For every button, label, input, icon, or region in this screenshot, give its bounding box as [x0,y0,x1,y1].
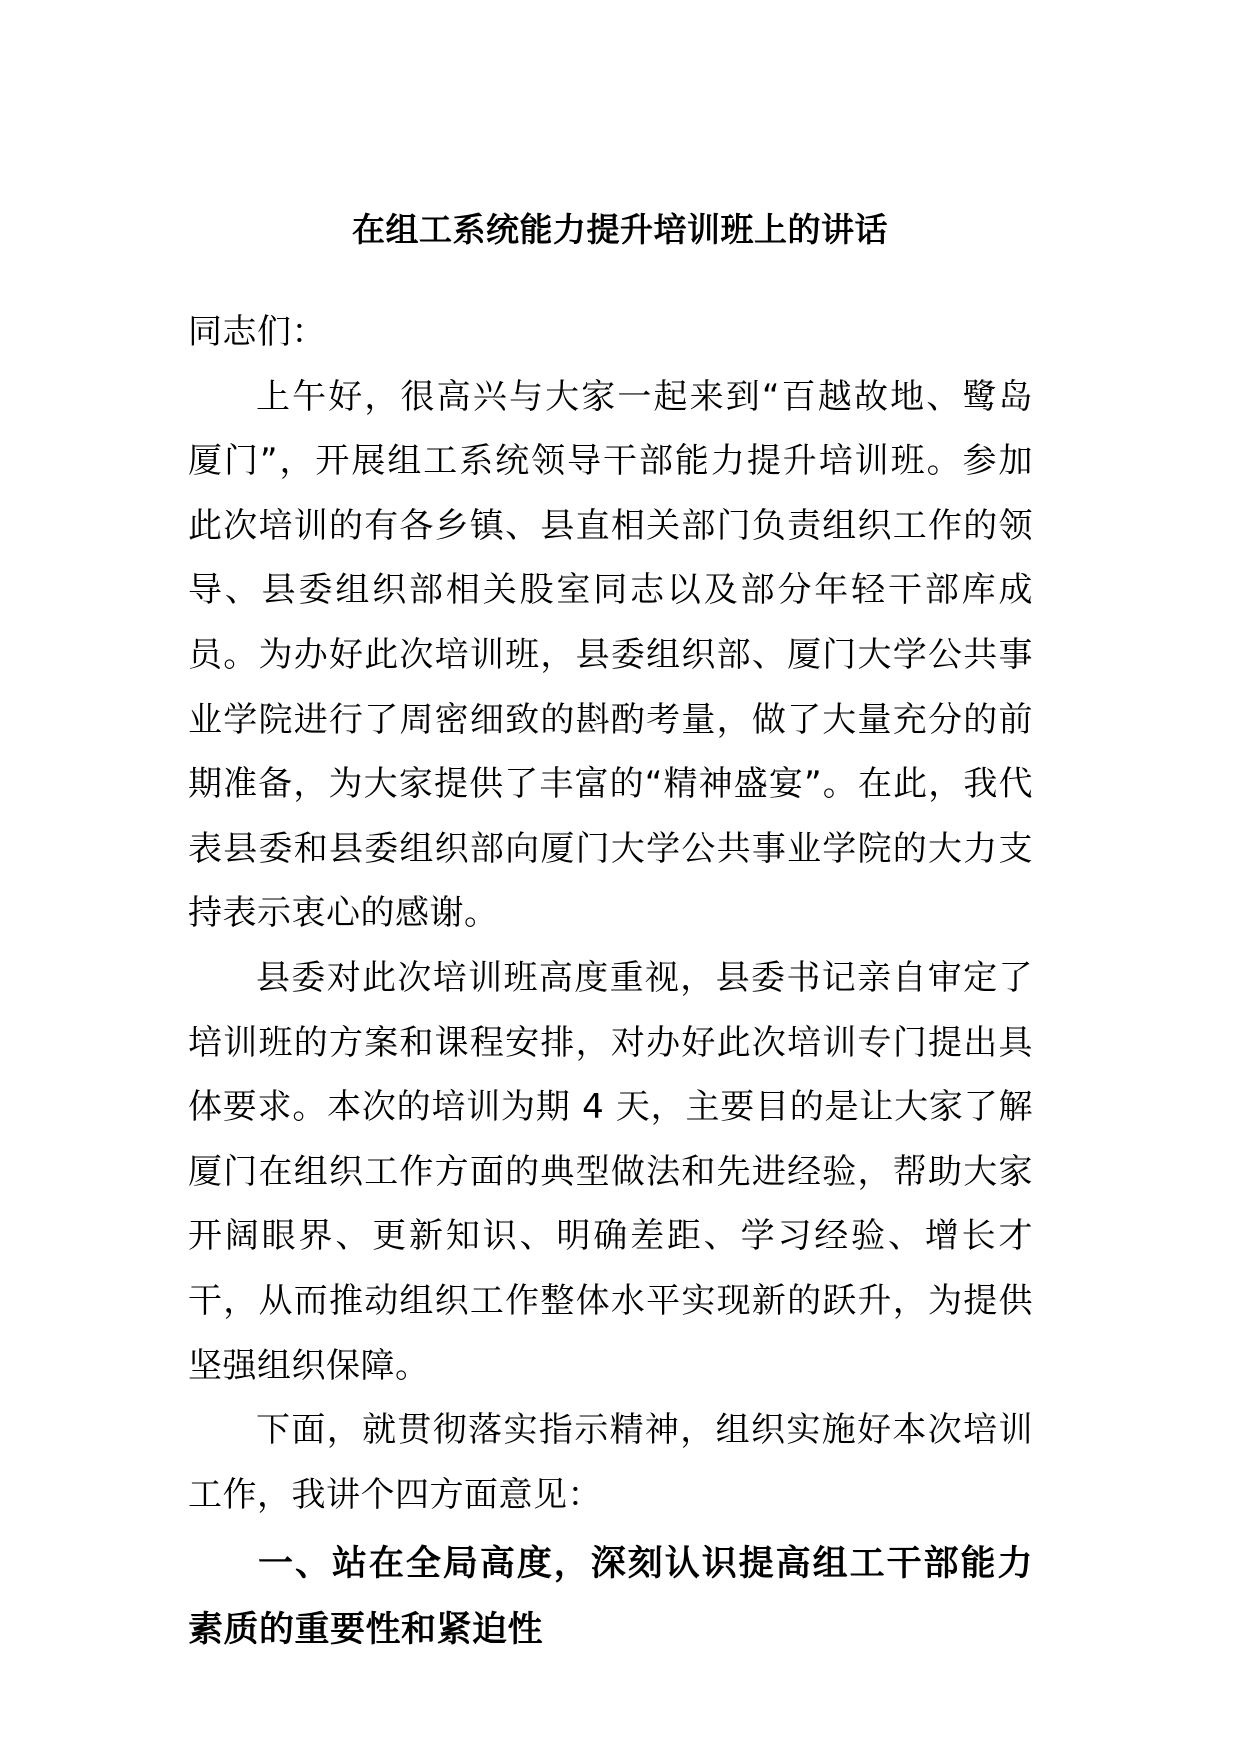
salutation: 同志们： [188,312,326,352]
document-body [188,300,1033,1663]
paragraph-importance: 县委对此次培训班高度重视，县委书记亲自审定了培训班的方案和课程安排，对办好此次培训专门提出具体要求。本次的培训为期 4 天，主要目的是让大家了解厦门在组织工作方面的典型做法和先进经验，帮助大家开阔眼界、更新知识、明确差距、学习经验、增长才干，从而推动组织工作整体水平实现新的跃升，为提供坚强组织保障。 [188,957,1033,1386]
paragraph-greeting: 上午好，很高兴与大家一起来到“百越故地、鹭岛厦门”，开展组工系统领导干部能力提升培训班。参加此次培训的有各乡镇、县直相关部门负责组织工作的领导、县委组织部相关股室同志以及部分年轻干部库成员。为办好此次培训班，县委组织部、厦门大学公共事业学院进行了周密细致的斟酌考量，做了大量充分的前期准备，为大家提供了丰富的“精神盛宴”。在此，我代表县委和县委组织部向厦门大学公共事业学院的大力支持表示衷心的感谢。 [188,376,1033,934]
document-title: 在组工系统能力提升培训班上的讲话 [352,210,888,249]
section-heading-1: 一、站在全局高度，深刻认识提高组工干部能力素质的重要性和紧迫性 [188,1544,1033,1651]
paragraph-intro: 下面，就贯彻落实指示精神，组织实施好本次培训工作，我讲个四方面意见： [188,1410,1033,1515]
